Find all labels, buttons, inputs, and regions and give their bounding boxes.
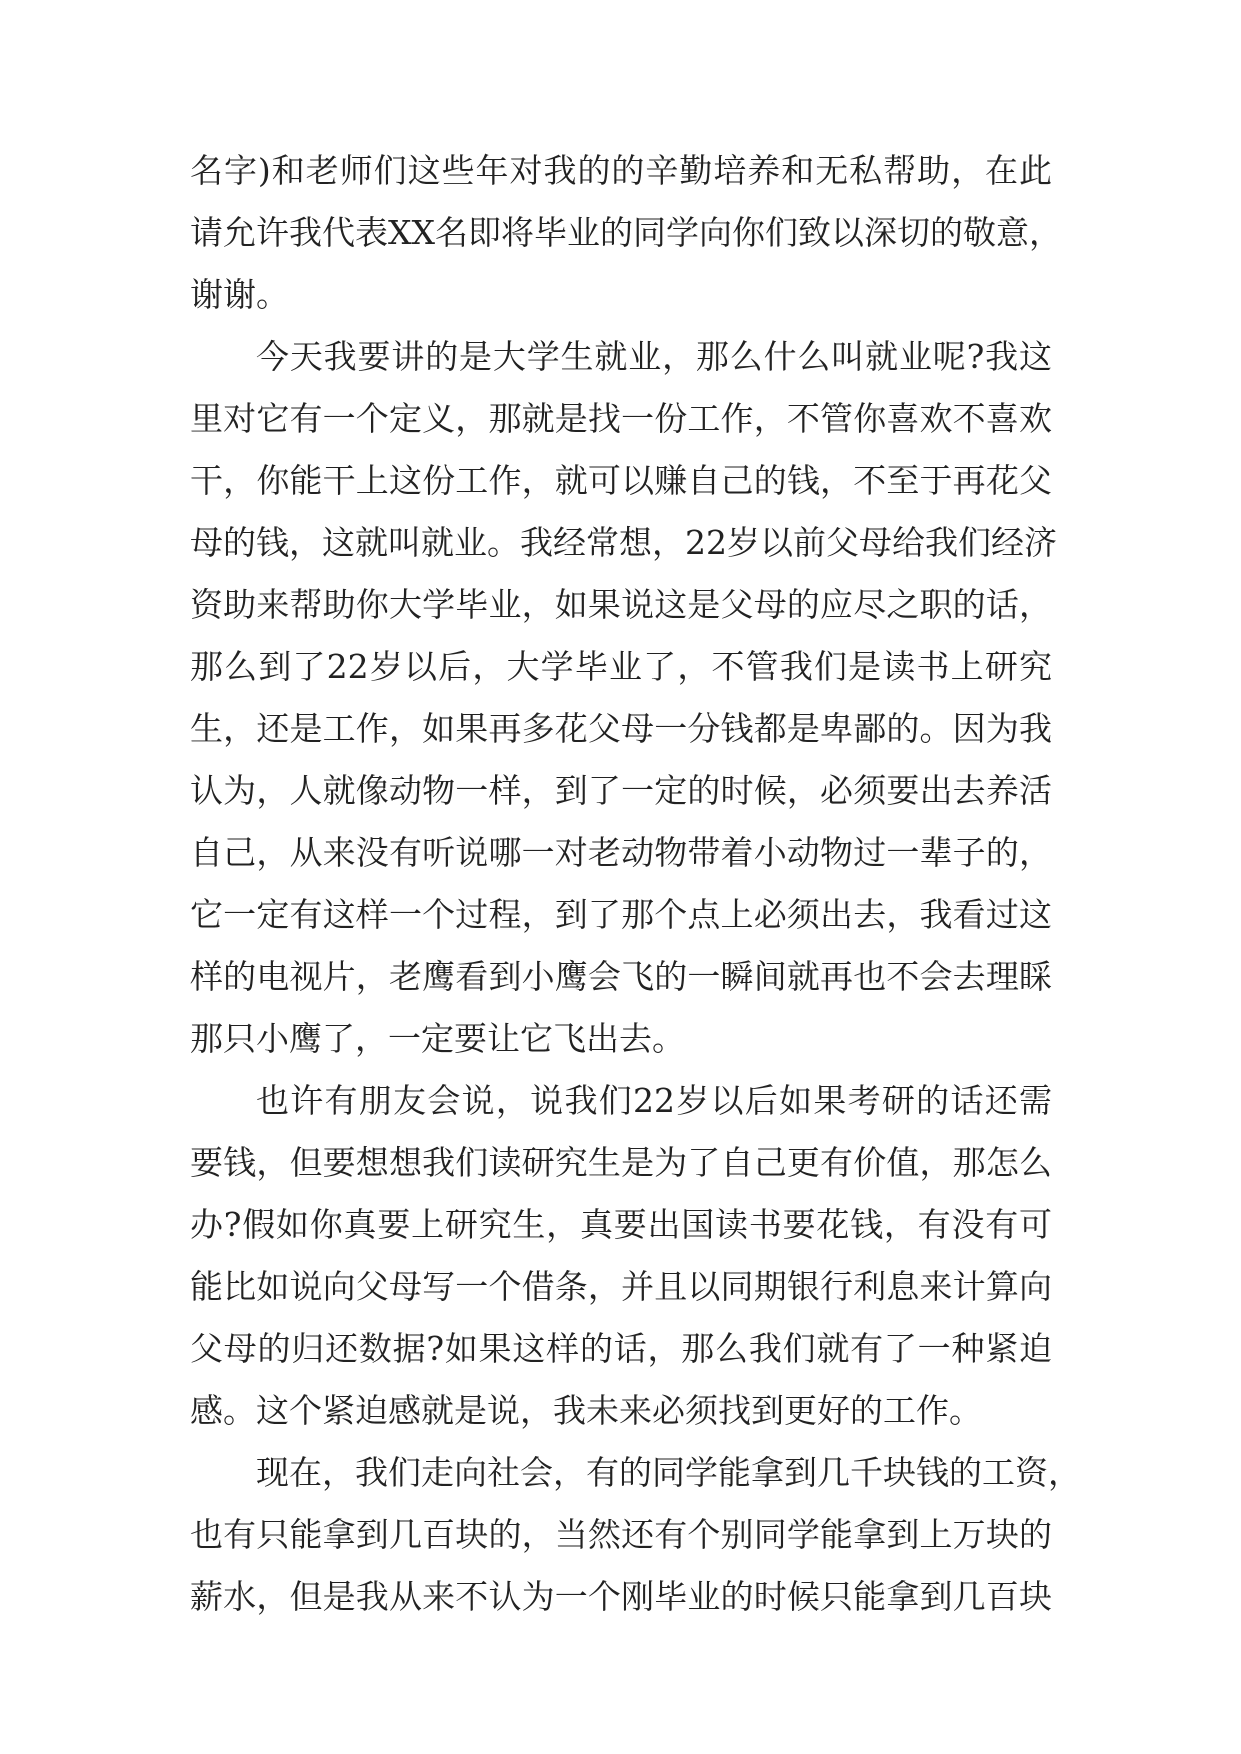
text-line: 父母的归还数据?如果这样的话，那么我们就有了一种紧迫 xyxy=(190,1329,1052,1368)
text-line: 那只小鹰了，一定要让它飞出去。 xyxy=(190,1019,685,1058)
paragraph-2 xyxy=(190,326,1057,1070)
text-line: 要钱，但要想想我们读研究生是为了自己更有价值，那怎么 xyxy=(190,1143,1052,1182)
text-line: 请允许我代表XX名即将毕业的同学向你们致以深切的敬意， xyxy=(190,213,1062,252)
text-line: 今天我要讲的是大学生就业，那么什么叫就业呢?我这 xyxy=(256,337,1052,376)
text-line: 里对它有一个定义，那就是找一份工作，不管你喜欢不喜欢 xyxy=(190,399,1052,438)
text-line: 母的钱，这就叫就业。我经常想，22岁以前父母给我们经济 xyxy=(190,523,1057,562)
text-line: 谢谢。 xyxy=(190,275,289,314)
text-line: 自己，从来没有听说哪一对老动物带着小动物过一辈子的， xyxy=(190,833,1052,872)
text-line: 也许有朋友会说，说我们22岁以后如果考研的话还需 xyxy=(256,1081,1052,1120)
text-line: 能比如说向父母写一个借条，并且以同期银行利息来计算向 xyxy=(190,1267,1052,1306)
document-body xyxy=(190,140,1081,1628)
text-line: 生，还是工作，如果再多花父母一分钱都是卑鄙的。因为我 xyxy=(190,709,1052,748)
text-line: 干，你能干上这份工作，就可以赚自己的钱，不至于再花父 xyxy=(190,461,1052,500)
text-line: 名字)和老师们这些年对我的的辛勤培养和无私帮助，在此 xyxy=(190,151,1052,190)
paragraph-4 xyxy=(190,1442,1081,1628)
text-line: 感。这个紧迫感就是说，我未来必须找到更好的工作。 xyxy=(190,1391,982,1430)
text-line: 样的电视片，老鹰看到小鹰会飞的一瞬间就再也不会去理睬 xyxy=(190,957,1052,996)
text-line: 资助来帮助你大学毕业，如果说这是父母的应尽之职的话， xyxy=(190,585,1052,624)
paragraph-1 xyxy=(190,140,1062,326)
text-line: 也有只能拿到几百块的，当然还有个别同学能拿到上万块的 xyxy=(190,1515,1052,1554)
text-line: 薪水，但是我从来不认为一个刚毕业的时候只能拿到几百块 xyxy=(190,1577,1052,1616)
text-line: 现在，我们走向社会，有的同学能拿到几千块钱的工资， xyxy=(256,1453,1081,1492)
paragraph-3 xyxy=(190,1070,1052,1442)
text-line: 认为，人就像动物一样，到了一定的时候，必须要出去养活 xyxy=(190,771,1052,810)
text-line: 那么到了22岁以后，大学毕业了，不管我们是读书上研究 xyxy=(190,647,1052,686)
text-line: 办?假如你真要上研究生，真要出国读书要花钱，有没有可 xyxy=(190,1205,1052,1244)
text-line: 它一定有这样一个过程，到了那个点上必须出去，我看过这 xyxy=(190,895,1052,934)
